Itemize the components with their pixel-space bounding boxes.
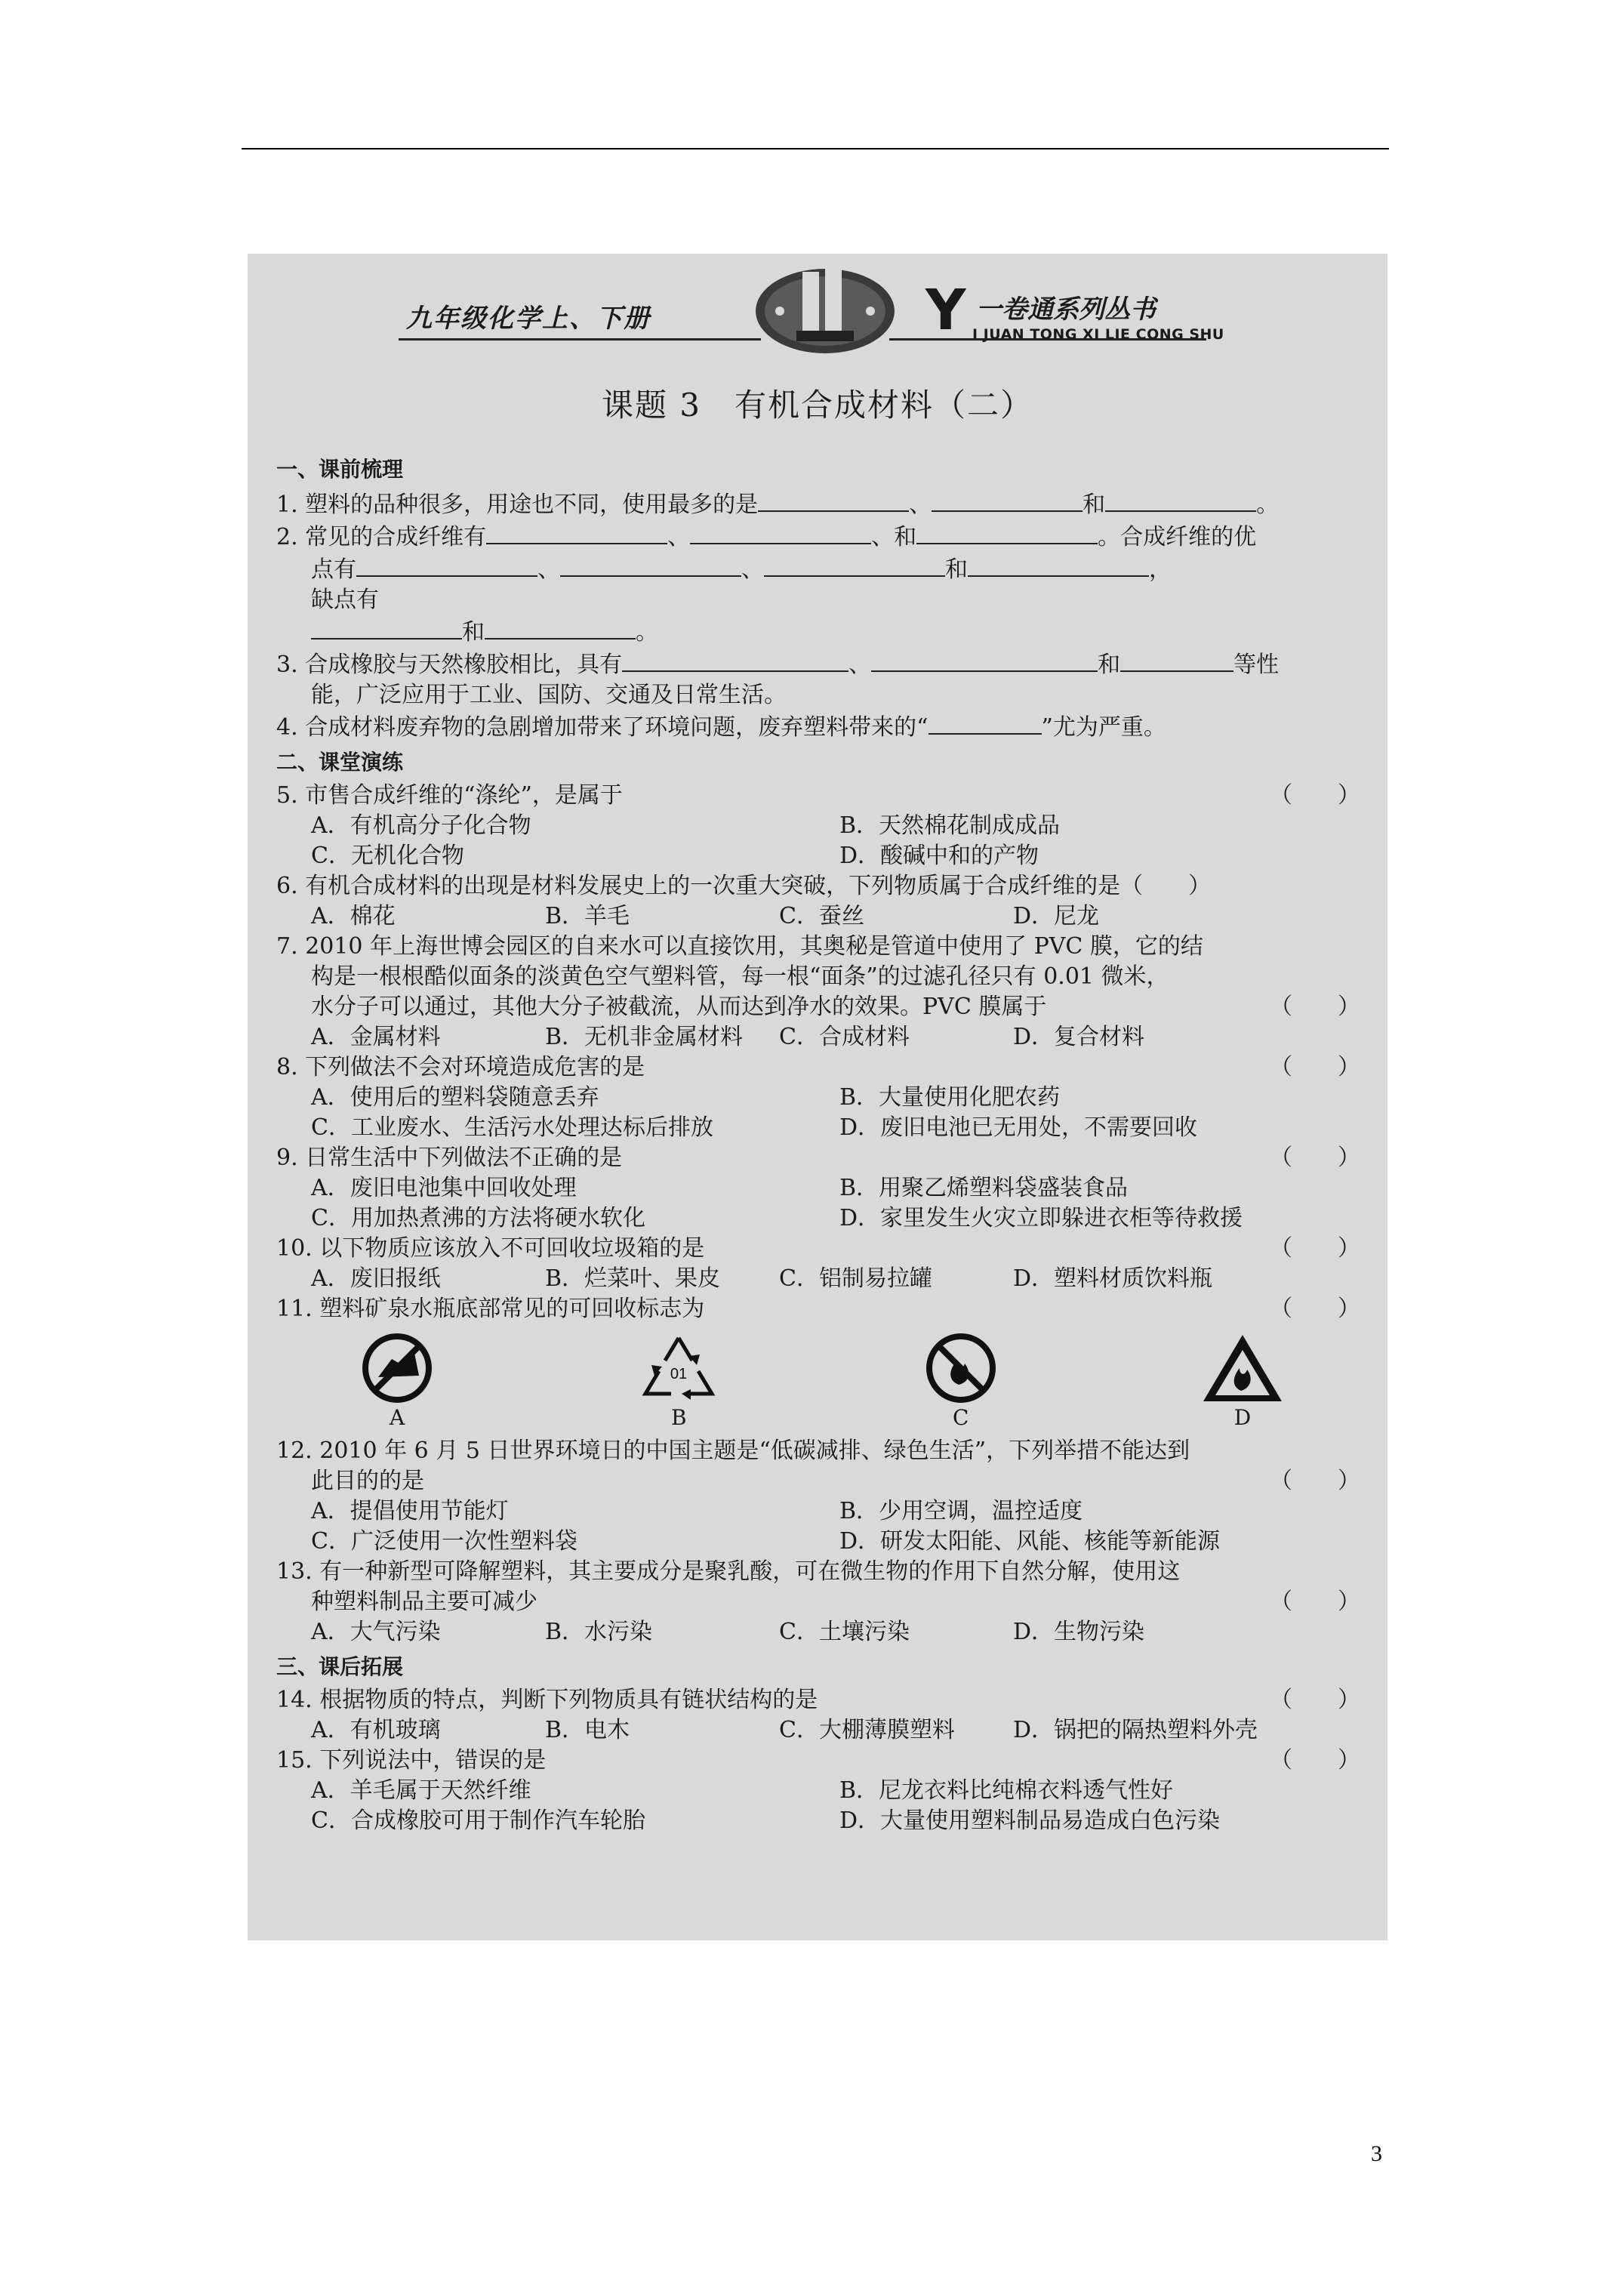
option-c: C．用加热煮沸的方法将硬水软化 [311,1205,645,1231]
option-b[interactable]: 01 B [626,1330,731,1436]
option-c[interactable]: C [908,1330,1014,1436]
option-a: A．废旧电池集中回收处理 [311,1175,577,1201]
option-d: D．生物污染 [1013,1619,1145,1645]
answer-blank[interactable] [871,648,1098,672]
answer-blank[interactable] [356,553,537,577]
worksheet-content [276,450,1363,1836]
answer-bracket[interactable]: （ ） [1270,1296,1360,1322]
answer-blank[interactable] [764,553,945,577]
section-heading: 一、课前梳理 [276,457,404,482]
answer-blank[interactable] [1120,648,1233,672]
option-a: A．羊毛属于天然纤维 [311,1777,531,1804]
emblem-icon [750,258,901,356]
brand-logo-letter: Y [925,278,966,343]
answer-blank[interactable] [916,520,1098,544]
answer-blank[interactable] [1105,488,1256,512]
option-d: D．复合材料 [1013,1024,1145,1050]
header-right-rule [889,338,1206,341]
option-b: B．无机非金属材料 [545,1024,744,1050]
header-rule [242,148,1389,149]
option-d: D．尼龙 [1013,903,1100,929]
option-c: C．合成材料 [779,1024,910,1050]
option-b: B．羊毛 [545,903,630,929]
answer-blank[interactable] [622,648,848,672]
no-littering-icon [356,1330,439,1406]
question-14: 14. 根据物质的特点，判断下列物质具有链状结构的是 （ ） A．有机玻璃 B．电木 C．大棚薄膜塑料 D．锅把的隔热塑料外壳 [276,1685,1363,1746]
question-12: 12. 2010 年 6 月 5 日世界环境日的中国主题是“低碳减排、绿色生活”，下列举措不能达到 此目的的是 （ ） A．提倡使用节能灯 B．少用空调，温控适度 C．广泛使用一次性塑料袋 D．研发太阳能、风能、核能等新能源 [276,1436,1363,1557]
recycle-icon [633,1330,724,1406]
option-b: B．水污染 [545,1619,653,1645]
question-11: 11. 塑料矿泉水瓶底部常见的可回收标志为 （ ） A 01 B C D [276,1294,1363,1436]
answer-blank[interactable] [485,615,636,639]
option-b: B．天然棉花制成成品 [839,812,1061,839]
option-a: A．使用后的塑料袋随意丢弃 [311,1084,599,1111]
option-b: B．大量使用化肥农药 [839,1084,1061,1111]
option-d: D．大量使用塑料制品易造成白色污染 [839,1808,1221,1834]
option-d: D．废旧电池已无用处，不需要回收 [839,1114,1198,1141]
answer-bracket[interactable]: （ ） [1270,782,1360,809]
option-b: B．尼龙衣料比纯棉衣料透气性好 [839,1777,1174,1804]
question-4: 4. 合成材料废弃物的急剧增加带来了环境问题，废弃塑料带来的“ ”尤为严重。 [276,710,1363,743]
option-c: C．广泛使用一次性塑料袋 [311,1528,577,1555]
question-1: 1. 塑料的品种很多，用途也不同，使用最多的是 、 和 。 [276,488,1363,520]
question-13: 13. 有一种新型可降解塑料，其主要成分是聚乳酸，可在微生物的作用下自然分解，使用这 种塑料制品主要可减少 （ ） A．大气污染 B．水污染 C．土壤污染 D．生物污染 [276,1557,1363,1647]
option-a: A．金属材料 [311,1024,441,1050]
option-a: A．棉花 [311,903,396,929]
option-c: C．大棚薄膜塑料 [779,1717,955,1743]
answer-bracket[interactable]: （ ） [1270,1747,1360,1774]
question-6: 6. 有机合成材料的出现是材料发展史上的一次重大突破，下列物质属于合成纤维的是（ ） A．棉花 B．羊毛 C．蚕丝 D．尼龙 [276,871,1363,932]
answer-bracket[interactable]: （ ） [1270,1054,1360,1080]
answer-bracket[interactable]: （ ） [1270,1235,1360,1262]
question-7: 7. 2010 年上海世博会园区的自来水可以直接饮用，其奥秘是管道中使用了 PVC 膜，它的结 构是一根根酷似面条的淡黄色空气塑料管，每一根“面条”的过滤孔径只有 0.01 微米， 水分子可以通过，其他大分子被截流，从而达到净水的效果。PVC 膜属于 （ ） A．金属材料 B．无机非金属材料 C．合成材料 D．复合材料 [276,932,1363,1052]
option-c: C．工业废水、生活污水处理达标后排放 [311,1114,713,1141]
question-15: 15. 下列说法中，错误的是 （ ） A．羊毛属于天然纤维 B．尼龙衣料比纯棉衣料透气性好 C．合成橡胶可用于制作汽车轮胎 D．大量使用塑料制品易造成白色污染 [276,1746,1363,1836]
header-left-rule [399,338,761,341]
option-a: A．废旧报纸 [311,1265,441,1292]
option-a: A．提倡使用节能灯 [311,1498,509,1524]
book-volume: 九年级化学上、下册 [406,304,651,334]
flammable-warning-icon [1197,1330,1288,1406]
brand-title: 一卷通系列丛书 [976,294,1156,325]
answer-bracket[interactable]: （ ） [1270,1687,1360,1713]
recycle-symbol-options [276,1324,1363,1436]
answer-bracket[interactable]: （ ） [1270,1468,1360,1494]
option-d[interactable]: D [1190,1330,1295,1436]
answer-blank[interactable] [690,520,871,544]
option-b: B．少用空调，温控适度 [839,1498,1083,1524]
option-c: C．无机化合物 [311,843,464,869]
question-8: 8. 下列做法不会对环境造成危害的是 （ ） A．使用后的塑料袋随意丢弃 B．大量使用化肥农药 C．工业废水、生活污水处理达标后排放 D．废旧电池已无用处，不需要回收 [276,1052,1363,1143]
lesson-title: 课题 3 有机合成材料（二） [601,387,1034,424]
option-a[interactable]: A [344,1330,450,1436]
option-d: D．研发太阳能、风能、核能等新能源 [839,1528,1221,1555]
option-b: B．电木 [545,1717,630,1743]
option-a: A．大气污染 [311,1619,441,1645]
recycle-code: 01 [670,1366,688,1382]
option-d: D．塑料材质饮料瓶 [1013,1265,1213,1292]
question-2: 2. 常见的合成纤维有 、 、和 。合成纤维的优 点有 、 、 和 ， 缺点有 和 。 [276,520,1363,648]
question-10: 10. 以下物质应该放入不可回收垃圾箱的是 （ ） A．废旧报纸 B．烂菜叶、果皮 C．铝制易拉罐 D．塑料材质饮料瓶 [276,1234,1363,1294]
option-c: C．蚕丝 [779,903,864,929]
scanned-worksheet [248,254,1387,1940]
answer-blank[interactable] [929,710,1042,735]
option-c: C．铝制易拉罐 [779,1265,932,1292]
option-b: B．烂菜叶、果皮 [545,1265,721,1292]
option-a: A．有机高分子化合物 [311,812,531,839]
question-9: 9. 日常生活中下列做法不正确的是 （ ） A．废旧电池集中回收处理 B．用聚乙烯塑料袋盛装食品 C．用加热煮沸的方法将硬水软化 D．家里发生火灾立即躲进衣柜等待救援 [276,1143,1363,1234]
brand-pinyin: I JUAN TONG XI LIE CONG SHU [972,326,1224,343]
section-heading: 三、课后拓展 [276,1654,404,1679]
answer-blank[interactable] [968,553,1149,577]
answer-blank[interactable] [486,520,667,544]
answer-blank[interactable] [560,553,741,577]
question-5: 5. 市售合成纤维的“涤纶”，是属于 （ ） A．有机高分子化合物 B．天然棉花制成成品 C．无机化合物 D．酸碱中和的产物 [276,781,1363,871]
option-d: D．家里发生火灾立即躲进衣柜等待救援 [839,1205,1243,1231]
option-d: D．酸碱中和的产物 [839,843,1039,869]
answer-blank[interactable] [758,488,909,512]
answer-bracket[interactable]: （ ） [1270,994,1360,1020]
option-c: C．土壤污染 [779,1619,910,1645]
option-c: C．合成橡胶可用于制作汽车轮胎 [311,1808,645,1834]
answer-bracket[interactable]: （ ） [1270,1589,1360,1615]
answer-blank[interactable] [932,488,1083,512]
option-b: B．用聚乙烯塑料袋盛装食品 [839,1175,1129,1201]
answer-bracket[interactable]: （ ） [1270,1145,1360,1171]
page-number: 3 [1371,2141,1382,2166]
section-heading: 二、课堂演练 [276,750,404,775]
book-header [248,254,1387,365]
answer-blank[interactable] [311,615,462,639]
question-3: 3. 合成橡胶与天然橡胶相比，具有 、 和 等性 能，广泛应用于工业、国防、交通及日常生活。 [276,648,1363,710]
no-fire-icon [919,1330,1002,1406]
option-d: D．锅把的隔热塑料外壳 [1013,1717,1258,1743]
option-a: A．有机玻璃 [311,1717,441,1743]
